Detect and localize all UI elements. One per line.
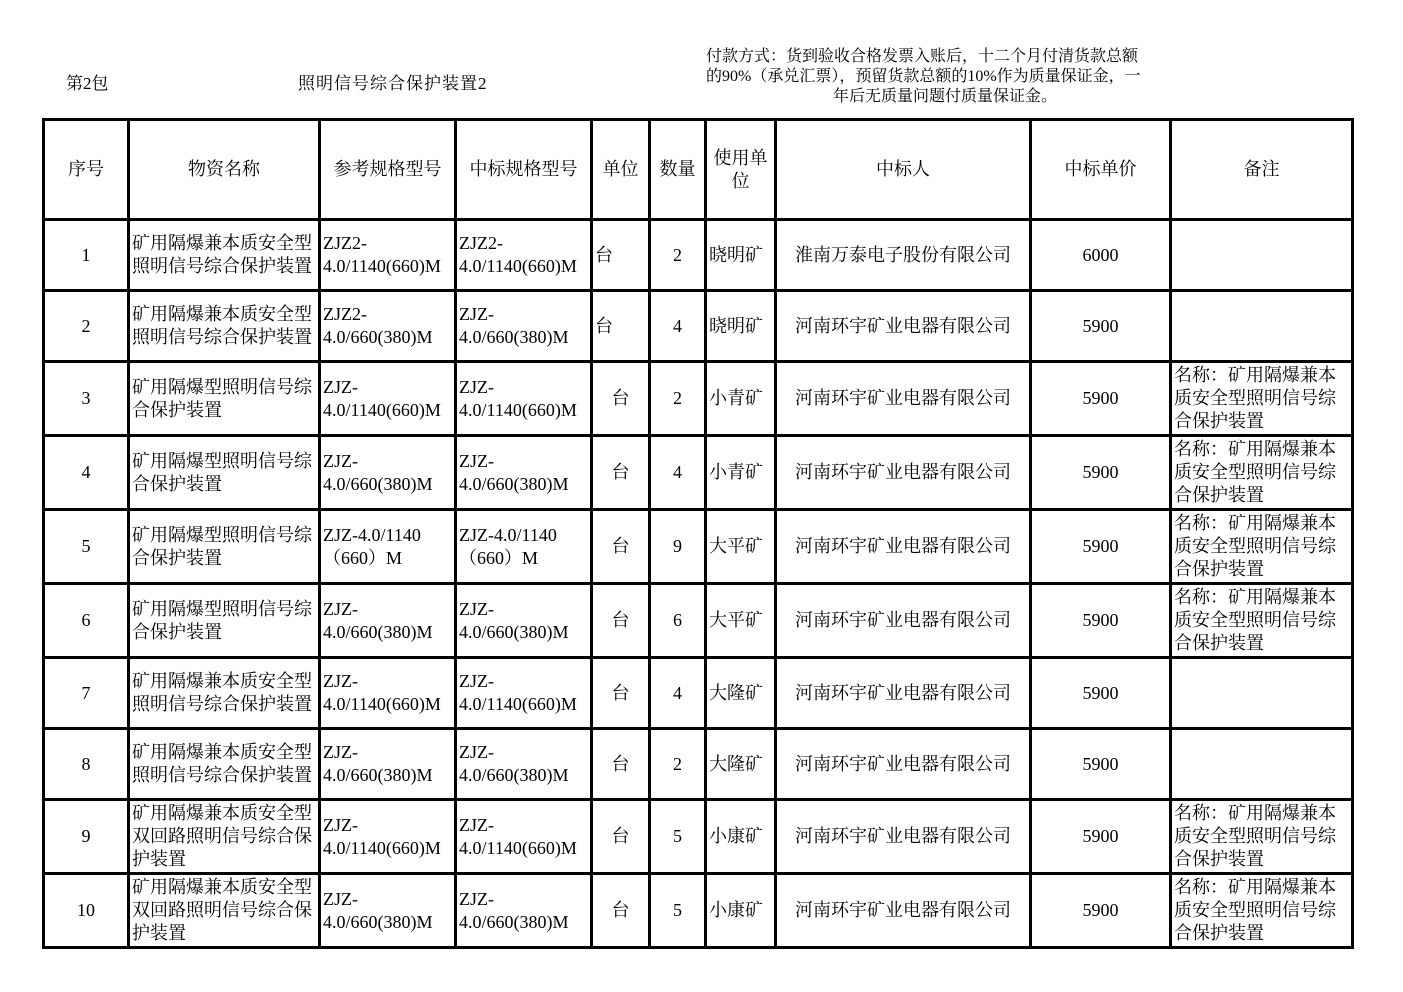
cell-material-name: 矿用隔爆兼本质安全型照明信号综合保护装置 [129,291,320,362]
cell-winning-unit-price: 5900 [1031,658,1171,729]
cell-material-name: 矿用隔爆型照明信号综合保护装置 [129,436,320,510]
cell-winning-unit-price: 5900 [1031,291,1171,362]
cell-remark [1171,658,1353,729]
cell-reference-spec: ZJZ-4.0/660(380)M [320,874,456,948]
cell-winning-unit-price: 6000 [1031,220,1171,291]
table-row [44,584,1353,658]
cell-serial-number: 7 [44,658,129,729]
cell-using-unit: 小青矿 [706,436,776,510]
column-header: 物资名称 [129,120,320,220]
cell-using-unit: 大隆矿 [706,658,776,729]
table-row [44,362,1353,436]
cell-material-name: 矿用隔爆兼本质安全型双回路照明信号综合保护装置 [129,874,320,948]
cell-material-name: 矿用隔爆兼本质安全型照明信号综合保护装置 [129,220,320,291]
column-header: 使用单位 [706,120,776,220]
cell-unit: 台 [592,510,650,584]
cell-winning-spec: ZJZ-4.0/1140(660)M [456,800,592,874]
cell-unit: 台 [592,436,650,510]
cell-serial-number: 1 [44,220,129,291]
cell-quantity: 6 [650,584,706,658]
cell-reference-spec: ZJZ-4.0/1140（660）M [320,510,456,584]
cell-remark: 名称：矿用隔爆兼本质安全型照明信号综合保护装置 [1171,436,1353,510]
cell-using-unit: 小青矿 [706,362,776,436]
cell-unit: 台 [592,362,650,436]
cell-reference-spec: ZJZ-4.0/1140(660)M [320,658,456,729]
cell-remark: 名称：矿用隔爆兼本质安全型照明信号综合保护装置 [1171,584,1353,658]
cell-winning-spec: ZJZ-4.0/1140(660)M [456,362,592,436]
column-header: 序号 [44,120,129,220]
cell-winning-unit-price: 5900 [1031,874,1171,948]
cell-serial-number: 10 [44,874,129,948]
cell-quantity: 2 [650,362,706,436]
cell-remark [1171,291,1353,362]
cell-quantity: 4 [650,658,706,729]
cell-using-unit: 晓明矿 [706,220,776,291]
column-header: 参考规格型号 [320,120,456,220]
payment-terms-line: 的90%（承兑汇票），预留货款总额的10%作为质量保证金，一 [706,68,1141,85]
cell-winning-spec: ZJZ-4.0/660(380)M [456,436,592,510]
cell-using-unit: 小康矿 [706,800,776,874]
payment-terms-line: 付款方式：货到验收合格发票入账后，十二个月付清货款总额 [706,48,1139,65]
cell-using-unit: 小康矿 [706,874,776,948]
cell-material-name: 矿用隔爆型照明信号综合保护装置 [129,510,320,584]
cell-winning-bidder: 河南环宇矿业电器有限公司 [776,362,1031,436]
cell-quantity: 4 [650,291,706,362]
cell-unit: 台 [592,658,650,729]
table-row [44,658,1353,729]
cell-using-unit: 大平矿 [706,510,776,584]
cell-winning-spec: ZJZ-4.0/1140（660）M [456,510,592,584]
column-header: 数量 [650,120,706,220]
payment-terms-line: 年后无质量问题付质量保证金。 [832,88,1057,105]
table-row [44,800,1353,874]
cell-reference-spec: ZJZ-4.0/660(380)M [320,436,456,510]
cell-material-name: 矿用隔爆型照明信号综合保护装置 [129,584,320,658]
table-row [44,874,1353,948]
column-header: 单位 [592,120,650,220]
cell-winning-spec: ZJZ-4.0/660(380)M [456,291,592,362]
cell-winning-bidder: 河南环宇矿业电器有限公司 [776,291,1031,362]
cell-remark: 名称：矿用隔爆兼本质安全型照明信号综合保护装置 [1171,800,1353,874]
cell-unit: 台 [592,874,650,948]
cell-reference-spec: ZJZ-4.0/1140(660)M [320,362,456,436]
cell-winning-bidder: 河南环宇矿业电器有限公司 [776,658,1031,729]
cell-serial-number: 4 [44,436,129,510]
cell-quantity: 5 [650,800,706,874]
cell-unit: 台 [592,800,650,874]
package-label: 第2包 [66,74,109,93]
cell-serial-number: 3 [44,362,129,436]
cell-winning-unit-price: 5900 [1031,510,1171,584]
cell-winning-spec: ZJZ-4.0/660(380)M [456,874,592,948]
column-header: 中标规格型号 [456,120,592,220]
cell-winning-unit-price: 5900 [1031,584,1171,658]
column-header: 中标人 [776,120,1031,220]
cell-using-unit: 大平矿 [706,584,776,658]
cell-unit: 台 [592,584,650,658]
cell-winning-spec: ZJZ-4.0/660(380)M [456,729,592,800]
cell-winning-spec: ZJZ2-4.0/1140(660)M [456,220,592,291]
table-row [44,510,1353,584]
cell-serial-number: 9 [44,800,129,874]
cell-unit: 台 [592,291,650,362]
column-header: 中标单价 [1031,120,1171,220]
cell-remark [1171,729,1353,800]
cell-winning-spec: ZJZ-4.0/1140(660)M [456,658,592,729]
cell-winning-bidder: 淮南万泰电子股份有限公司 [776,220,1031,291]
cell-quantity: 2 [650,220,706,291]
cell-quantity: 9 [650,510,706,584]
cell-unit: 台 [592,220,650,291]
cell-remark: 名称：矿用隔爆兼本质安全型照明信号综合保护装置 [1171,510,1353,584]
cell-winning-bidder: 河南环宇矿业电器有限公司 [776,800,1031,874]
cell-material-name: 矿用隔爆兼本质安全型双回路照明信号综合保护装置 [129,800,320,874]
cell-remark: 名称：矿用隔爆兼本质安全型照明信号综合保护装置 [1171,362,1353,436]
cell-winning-bidder: 河南环宇矿业电器有限公司 [776,729,1031,800]
table-row [44,436,1353,510]
column-header: 备注 [1171,120,1353,220]
cell-using-unit: 大隆矿 [706,729,776,800]
cell-winning-unit-price: 5900 [1031,800,1171,874]
payment-terms [706,47,1184,107]
cell-material-name: 矿用隔爆兼本质安全型照明信号综合保护装置 [129,658,320,729]
cell-winning-bidder: 河南环宇矿业电器有限公司 [776,874,1031,948]
cell-remark [1171,220,1353,291]
bid-results-table [42,118,1354,949]
cell-winning-unit-price: 5900 [1031,362,1171,436]
cell-using-unit: 晓明矿 [706,291,776,362]
cell-material-name: 矿用隔爆兼本质安全型照明信号综合保护装置 [129,729,320,800]
cell-quantity: 4 [650,436,706,510]
cell-remark: 名称：矿用隔爆兼本质安全型照明信号综合保护装置 [1171,874,1353,948]
cell-winning-spec: ZJZ-4.0/660(380)M [456,584,592,658]
table-row [44,729,1353,800]
cell-winning-bidder: 河南环宇矿业电器有限公司 [776,584,1031,658]
cell-winning-bidder: 河南环宇矿业电器有限公司 [776,510,1031,584]
cell-reference-spec: ZJZ2-4.0/660(380)M [320,291,456,362]
cell-serial-number: 8 [44,729,129,800]
cell-quantity: 2 [650,729,706,800]
cell-unit: 台 [592,729,650,800]
cell-winning-unit-price: 5900 [1031,729,1171,800]
table-row [44,291,1353,362]
cell-serial-number: 2 [44,291,129,362]
cell-serial-number: 6 [44,584,129,658]
cell-winning-unit-price: 5900 [1031,436,1171,510]
page-title: 照明信号综合保护装置2 [298,74,488,93]
table-row [44,220,1353,291]
cell-reference-spec: ZJZ-4.0/660(380)M [320,729,456,800]
cell-serial-number: 5 [44,510,129,584]
cell-quantity: 5 [650,874,706,948]
table-header-row [44,120,1353,220]
cell-reference-spec: ZJZ-4.0/660(380)M [320,584,456,658]
cell-reference-spec: ZJZ-4.0/1140(660)M [320,800,456,874]
cell-material-name: 矿用隔爆型照明信号综合保护装置 [129,362,320,436]
cell-reference-spec: ZJZ2-4.0/1140(660)M [320,220,456,291]
cell-winning-bidder: 河南环宇矿业电器有限公司 [776,436,1031,510]
